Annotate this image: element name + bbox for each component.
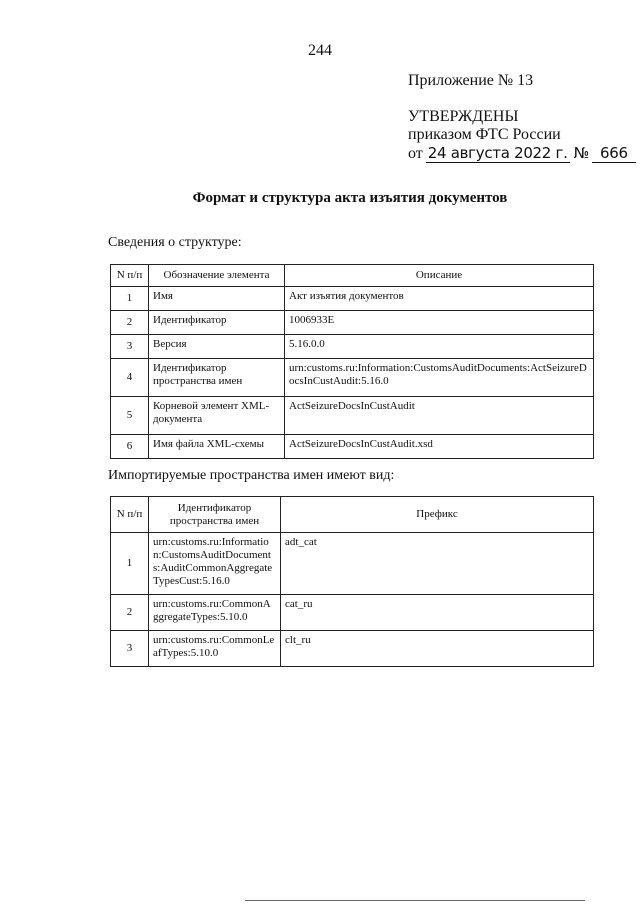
order-year-suffix: г. <box>555 144 568 162</box>
header-cell: N п/п <box>111 265 149 287</box>
row-number: 3 <box>111 631 149 667</box>
header-cell: Обозначение элемента <box>149 265 285 287</box>
table-row <box>111 397 594 435</box>
header-cell: Префикс <box>281 497 594 533</box>
table-row <box>111 435 594 459</box>
order-date-line <box>408 144 636 163</box>
order-date-value: 24 августа 2022 <box>427 144 552 162</box>
structure-heading: Сведения о структуре: <box>108 235 242 250</box>
namespace-prefix: clt_ru <box>281 631 594 667</box>
element-name: Идентификатор <box>149 311 285 335</box>
header-cell: Идентификатор пространства имен <box>149 497 281 533</box>
element-description: urn:customs.ru:Information:CustomsAuditDocuments:ActSeizureDocsInCustAudit:5.16.0 <box>285 359 594 397</box>
row-number: 2 <box>111 311 149 335</box>
row-number: 1 <box>111 533 149 595</box>
namespace-id: urn:customs.ru:CommonLeafTypes:5.10.0 <box>149 631 281 667</box>
element-description: ActSeizureDocsInCustAudit <box>285 397 594 435</box>
namespace-prefix: adt_cat <box>281 533 594 595</box>
table-row <box>111 595 594 631</box>
order-date <box>426 144 570 163</box>
structure-table <box>110 264 594 459</box>
order-number: 666 <box>592 144 636 163</box>
element-name: Имя <box>149 287 285 311</box>
element-name: Версия <box>149 335 285 359</box>
element-description: 1006933E <box>285 311 594 335</box>
row-number: 5 <box>111 397 149 435</box>
namespace-id: urn:customs.ru:CommonAggregateTypes:5.10.0 <box>149 595 281 631</box>
order-number-sign: № <box>573 144 589 162</box>
row-number: 3 <box>111 335 149 359</box>
table-row <box>111 533 594 595</box>
table-row <box>111 311 594 335</box>
header-cell: N п/п <box>111 497 149 533</box>
approved-by-order: приказом ФТС России <box>408 126 561 143</box>
page-number: 244 <box>308 42 332 59</box>
row-number: 4 <box>111 359 149 397</box>
element-description: Акт изъятия документов <box>285 287 594 311</box>
namespaces-table <box>110 496 594 667</box>
approval-block <box>408 108 636 163</box>
element-description: 5.16.0.0 <box>285 335 594 359</box>
namespaces-header-row <box>111 497 594 533</box>
row-number: 1 <box>111 287 149 311</box>
table-row <box>111 631 594 667</box>
scan-edge-line <box>245 900 585 901</box>
row-number: 6 <box>111 435 149 459</box>
namespaces-heading: Импортируемые пространства имен имеют вид: <box>108 468 395 483</box>
element-description: ActSeizureDocsInCustAudit.xsd <box>285 435 594 459</box>
element-name: Корневой элемент XML-документа <box>149 397 285 435</box>
namespace-id: urn:customs.ru:Information:CustomsAuditDocuments:AuditCommonAggregateTypesCust:5.16.0 <box>149 533 281 595</box>
appendix-label: Приложение № 13 <box>408 72 534 89</box>
approved-label: УТВЕРЖДЕНЫ <box>408 108 519 125</box>
document-title: Формат и структура акта изъятия документов <box>192 190 508 206</box>
table-row <box>111 287 594 311</box>
element-name: Имя файла XML-схемы <box>149 435 285 459</box>
table-row <box>111 335 594 359</box>
row-number: 2 <box>111 595 149 631</box>
table-row <box>111 359 594 397</box>
namespace-prefix: cat_ru <box>281 595 594 631</box>
structure-header-row <box>111 265 594 287</box>
element-name: Идентификатор пространства имен <box>149 359 285 397</box>
from-prefix: от <box>408 145 423 162</box>
header-cell: Описание <box>285 265 594 287</box>
